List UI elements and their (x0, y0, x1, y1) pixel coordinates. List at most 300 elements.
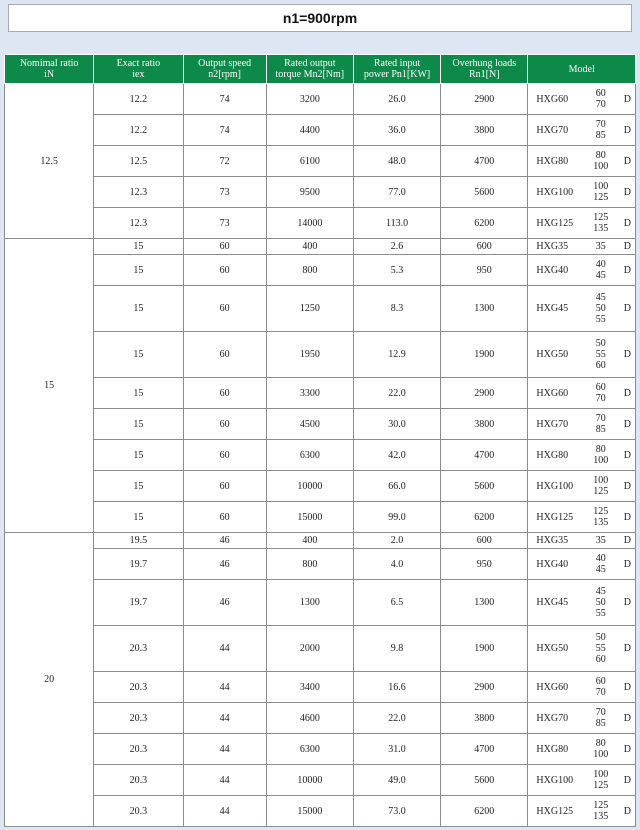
table-row (5, 255, 636, 286)
model-cell (528, 734, 636, 765)
model-size: 135 (593, 811, 609, 822)
model-size: 100 (593, 769, 609, 780)
model-name: HXG35 (536, 241, 569, 252)
model-layout (528, 444, 635, 466)
overhung-load-cell: 2900 (441, 84, 528, 115)
model-cell (528, 626, 636, 672)
overhung-load-cell: 3800 (441, 115, 528, 146)
model-size: 40 (595, 259, 606, 270)
exact-ratio-cell: 19.7 (94, 549, 183, 580)
header-output-speed (183, 55, 266, 84)
exact-ratio-cell: 15 (94, 255, 183, 286)
model-size: 80 (595, 150, 606, 161)
model-cell (528, 286, 636, 332)
rated-torque-cell: 1300 (266, 580, 353, 626)
output-speed-cell: 60 (183, 409, 266, 440)
header-rated-torque (266, 55, 353, 84)
model-size: 85 (595, 424, 606, 435)
model-size: 50 (595, 338, 606, 349)
nominal-ratio-cell: 12.5 (5, 84, 94, 239)
model-layout (528, 292, 635, 325)
rated-torque-cell: 800 (266, 255, 353, 286)
output-speed-cell: 44 (183, 703, 266, 734)
model-suffix: D (623, 264, 631, 276)
model-cell (528, 471, 636, 502)
model-suffix: D (623, 511, 631, 523)
rated-power-cell: 77.0 (353, 177, 440, 208)
exact-ratio-cell: 20.3 (94, 703, 183, 734)
rated-torque-cell: 6300 (266, 440, 353, 471)
exact-ratio-cell: 12.2 (94, 84, 183, 115)
model-name: HXG70 (536, 712, 569, 724)
output-speed-cell: 60 (183, 332, 266, 378)
exact-ratio-cell: 20.3 (94, 796, 183, 827)
model-suffix: D (623, 241, 631, 252)
table-row (5, 146, 636, 177)
model-size: 35 (595, 535, 606, 546)
overhung-load-cell: 5600 (441, 471, 528, 502)
model-size: 50 (595, 303, 606, 314)
model-layout (528, 382, 635, 404)
table-row (5, 672, 636, 703)
rated-power-cell: 66.0 (353, 471, 440, 502)
model-name: HXG100 (536, 480, 574, 492)
model-name: HXG125 (536, 217, 574, 229)
model-layout (528, 413, 635, 435)
overhung-load-cell: 3800 (441, 703, 528, 734)
model-name: HXG100 (536, 774, 574, 786)
model-layout (528, 475, 635, 497)
table-row (5, 332, 636, 378)
rated-power-cell: 16.6 (353, 672, 440, 703)
model-cell (528, 580, 636, 626)
model-name: HXG60 (536, 387, 569, 399)
model-size: 45 (595, 292, 606, 303)
model-layout (528, 119, 635, 141)
exact-ratio-cell: 20.3 (94, 734, 183, 765)
model-sizes (580, 382, 621, 404)
rated-torque-cell: 400 (266, 239, 353, 255)
model-layout (528, 769, 635, 791)
header-text: Model (568, 63, 595, 75)
header-text: Rated input power Pn1[KW] (363, 58, 431, 80)
model-size: 125 (593, 780, 609, 791)
rated-power-cell: 2.0 (353, 533, 440, 549)
rated-power-cell: 9.8 (353, 626, 440, 672)
rated-power-cell: 30.0 (353, 409, 440, 440)
rated-power-cell: 42.0 (353, 440, 440, 471)
model-suffix: D (623, 418, 631, 430)
model-suffix: D (623, 124, 631, 136)
rated-torque-cell: 800 (266, 549, 353, 580)
table-row (5, 703, 636, 734)
model-layout (528, 259, 635, 281)
table-row (5, 626, 636, 672)
model-name: HXG125 (536, 511, 574, 523)
model-cell (528, 796, 636, 827)
table-row (5, 115, 636, 146)
table-row (5, 549, 636, 580)
model-name: HXG35 (536, 535, 569, 546)
model-sizes (580, 586, 621, 619)
model-size: 55 (595, 349, 606, 360)
exact-ratio-cell: 15 (94, 332, 183, 378)
model-suffix: D (623, 449, 631, 461)
model-size: 45 (595, 270, 606, 281)
model-layout (528, 150, 635, 172)
exact-ratio-cell: 20.3 (94, 765, 183, 796)
model-sizes (580, 738, 621, 760)
rated-torque-cell: 2000 (266, 626, 353, 672)
header-text: Output speed n2[rpm] (198, 58, 252, 80)
output-speed-cell: 74 (183, 115, 266, 146)
rated-power-cell: 22.0 (353, 378, 440, 409)
model-suffix: D (623, 535, 631, 546)
model-layout (528, 676, 635, 698)
model-sizes (580, 632, 621, 665)
header-text: Overhung loads Rn1[N] (452, 58, 517, 80)
model-size: 125 (593, 212, 609, 223)
model-cell (528, 208, 636, 239)
rated-torque-cell: 3200 (266, 84, 353, 115)
model-cell (528, 672, 636, 703)
model-name: HXG70 (536, 124, 569, 136)
model-name: HXG70 (536, 418, 569, 430)
exact-ratio-cell: 15 (94, 239, 183, 255)
output-speed-cell: 73 (183, 208, 266, 239)
model-sizes (580, 444, 621, 466)
model-cell (528, 115, 636, 146)
table-row (5, 440, 636, 471)
model-size: 40 (595, 553, 606, 564)
table-row (5, 177, 636, 208)
table-row (5, 580, 636, 626)
model-layout (528, 632, 635, 665)
exact-ratio-cell: 20.3 (94, 672, 183, 703)
model-layout (528, 800, 635, 822)
overhung-load-cell: 1300 (441, 580, 528, 626)
model-suffix: D (623, 681, 631, 693)
model-size: 125 (593, 486, 609, 497)
model-suffix: D (623, 186, 631, 198)
model-size: 55 (595, 643, 606, 654)
model-sizes (580, 259, 621, 281)
model-suffix: D (623, 597, 631, 608)
table-row (5, 286, 636, 332)
model-size: 60 (595, 88, 606, 99)
output-speed-cell: 72 (183, 146, 266, 177)
model-name: HXG40 (536, 558, 569, 570)
output-speed-cell: 44 (183, 796, 266, 827)
model-size: 80 (595, 444, 606, 455)
model-sizes (580, 292, 621, 325)
overhung-load-cell: 5600 (441, 177, 528, 208)
model-suffix: D (623, 774, 631, 786)
model-cell (528, 533, 636, 549)
table-body (5, 84, 636, 827)
output-speed-cell: 60 (183, 378, 266, 409)
model-suffix: D (623, 217, 631, 229)
model-suffix: D (623, 349, 631, 360)
rated-torque-cell: 4600 (266, 703, 353, 734)
model-suffix: D (623, 303, 631, 314)
model-layout (528, 181, 635, 203)
rated-torque-cell: 1950 (266, 332, 353, 378)
model-size: 70 (595, 413, 606, 424)
model-layout (528, 535, 635, 546)
table-header-row (5, 55, 636, 84)
model-sizes (580, 212, 621, 234)
rated-power-cell: 5.3 (353, 255, 440, 286)
model-suffix: D (623, 643, 631, 654)
nominal-ratio-cell: 15 (5, 239, 94, 533)
rated-torque-cell: 10000 (266, 471, 353, 502)
output-speed-cell: 46 (183, 580, 266, 626)
model-layout (528, 88, 635, 110)
exact-ratio-cell: 12.5 (94, 146, 183, 177)
model-cell (528, 378, 636, 409)
model-name: HXG125 (536, 805, 574, 817)
output-speed-cell: 46 (183, 549, 266, 580)
model-size: 80 (595, 738, 606, 749)
overhung-load-cell: 1900 (441, 332, 528, 378)
rated-torque-cell: 400 (266, 533, 353, 549)
model-size: 45 (595, 564, 606, 575)
rated-torque-cell: 10000 (266, 765, 353, 796)
model-sizes (580, 475, 621, 497)
model-suffix: D (623, 743, 631, 755)
rated-torque-cell: 15000 (266, 796, 353, 827)
model-size: 70 (595, 119, 606, 130)
model-cell (528, 177, 636, 208)
model-suffix: D (623, 387, 631, 399)
model-cell (528, 549, 636, 580)
model-sizes (580, 553, 621, 575)
model-size: 100 (593, 475, 609, 486)
output-speed-cell: 74 (183, 84, 266, 115)
output-speed-cell: 60 (183, 286, 266, 332)
model-cell (528, 146, 636, 177)
model-size: 45 (595, 586, 606, 597)
model-sizes (580, 150, 621, 172)
output-speed-cell: 60 (183, 502, 266, 533)
rated-torque-cell: 15000 (266, 502, 353, 533)
model-size: 60 (595, 654, 606, 665)
model-cell (528, 765, 636, 796)
header-text: Rated output torque Mn2[Nm] (275, 58, 345, 80)
rated-power-cell: 2.6 (353, 239, 440, 255)
table-row (5, 239, 636, 255)
table-row (5, 84, 636, 115)
table-row (5, 409, 636, 440)
model-cell (528, 502, 636, 533)
rated-power-cell: 113.0 (353, 208, 440, 239)
model-size: 100 (593, 749, 609, 760)
rated-torque-cell: 3300 (266, 378, 353, 409)
exact-ratio-cell: 15 (94, 502, 183, 533)
rated-power-cell: 73.0 (353, 796, 440, 827)
rated-power-cell: 49.0 (353, 765, 440, 796)
model-layout (528, 707, 635, 729)
table-row (5, 533, 636, 549)
overhung-load-cell: 3800 (441, 409, 528, 440)
model-cell (528, 255, 636, 286)
table-row (5, 208, 636, 239)
rated-torque-cell: 3400 (266, 672, 353, 703)
model-size: 125 (593, 506, 609, 517)
table-row (5, 502, 636, 533)
rated-power-cell: 22.0 (353, 703, 440, 734)
model-sizes (580, 241, 621, 252)
output-speed-cell: 44 (183, 672, 266, 703)
model-size: 135 (593, 517, 609, 528)
model-layout (528, 212, 635, 234)
model-sizes (580, 119, 621, 141)
model-cell (528, 332, 636, 378)
rated-power-cell: 48.0 (353, 146, 440, 177)
exact-ratio-cell: 19.5 (94, 533, 183, 549)
model-layout (528, 586, 635, 619)
model-name: HXG60 (536, 681, 569, 693)
exact-ratio-cell: 20.3 (94, 626, 183, 672)
overhung-load-cell: 1900 (441, 626, 528, 672)
model-size: 85 (595, 130, 606, 141)
model-size: 50 (595, 632, 606, 643)
model-name: HXG45 (536, 597, 569, 608)
model-layout (528, 241, 635, 252)
model-name: HXG100 (536, 186, 574, 198)
exact-ratio-cell: 15 (94, 471, 183, 502)
model-name: HXG45 (536, 303, 569, 314)
model-cell (528, 84, 636, 115)
model-name: HXG50 (536, 349, 569, 360)
model-sizes (580, 181, 621, 203)
header-overhung-loads (441, 55, 528, 84)
model-name: HXG40 (536, 264, 569, 276)
model-sizes (580, 88, 621, 110)
model-suffix: D (623, 155, 631, 167)
model-size: 70 (595, 393, 606, 404)
model-size: 60 (595, 382, 606, 393)
model-name: HXG80 (536, 743, 569, 755)
exact-ratio-cell: 12.2 (94, 115, 183, 146)
model-suffix: D (623, 93, 631, 105)
overhung-load-cell: 6200 (441, 208, 528, 239)
model-sizes (580, 676, 621, 698)
exact-ratio-cell: 12.3 (94, 208, 183, 239)
rated-power-cell: 31.0 (353, 734, 440, 765)
model-size: 70 (595, 99, 606, 110)
rated-power-cell: 6.5 (353, 580, 440, 626)
overhung-load-cell: 950 (441, 549, 528, 580)
header-exact-ratio (94, 55, 183, 84)
table-row (5, 765, 636, 796)
output-speed-cell: 44 (183, 765, 266, 796)
rated-power-cell: 26.0 (353, 84, 440, 115)
overhung-load-cell: 600 (441, 533, 528, 549)
exact-ratio-cell: 15 (94, 378, 183, 409)
model-name: HXG80 (536, 155, 569, 167)
output-speed-cell: 60 (183, 471, 266, 502)
model-size: 100 (593, 181, 609, 192)
overhung-load-cell: 950 (441, 255, 528, 286)
model-size: 85 (595, 718, 606, 729)
model-layout (528, 738, 635, 760)
rated-torque-cell: 4400 (266, 115, 353, 146)
output-speed-cell: 44 (183, 626, 266, 672)
rated-torque-cell: 1250 (266, 286, 353, 332)
model-sizes (580, 338, 621, 371)
model-size: 125 (593, 800, 609, 811)
overhung-load-cell: 6200 (441, 796, 528, 827)
model-layout (528, 338, 635, 371)
table-row (5, 471, 636, 502)
rated-power-cell: 12.9 (353, 332, 440, 378)
exact-ratio-cell: 15 (94, 440, 183, 471)
table-row (5, 378, 636, 409)
model-cell (528, 239, 636, 255)
rated-torque-cell: 14000 (266, 208, 353, 239)
exact-ratio-cell: 15 (94, 409, 183, 440)
rated-power-cell: 8.3 (353, 286, 440, 332)
overhung-load-cell: 5600 (441, 765, 528, 796)
model-suffix: D (623, 558, 631, 570)
rated-torque-cell: 9500 (266, 177, 353, 208)
model-size: 70 (595, 687, 606, 698)
header-text: Nomimal ratio iN (19, 58, 79, 80)
model-sizes (580, 800, 621, 822)
exact-ratio-cell: 12.3 (94, 177, 183, 208)
model-size: 100 (593, 161, 609, 172)
model-layout (528, 553, 635, 575)
model-name: HXG50 (536, 643, 569, 654)
model-size: 70 (595, 707, 606, 718)
output-speed-cell: 60 (183, 255, 266, 286)
output-speed-cell: 73 (183, 177, 266, 208)
model-size: 135 (593, 223, 609, 234)
rated-power-cell: 4.0 (353, 549, 440, 580)
header-rated-power (353, 55, 440, 84)
model-size: 60 (595, 360, 606, 371)
overhung-load-cell: 2900 (441, 378, 528, 409)
exact-ratio-cell: 19.7 (94, 580, 183, 626)
speed-title: n1=900rpm (8, 4, 632, 32)
rated-torque-cell: 4500 (266, 409, 353, 440)
model-suffix: D (623, 805, 631, 817)
model-size: 60 (595, 676, 606, 687)
model-sizes (580, 506, 621, 528)
model-size: 35 (595, 241, 606, 252)
model-sizes (580, 535, 621, 546)
rated-power-cell: 99.0 (353, 502, 440, 533)
model-sizes (580, 707, 621, 729)
rated-torque-cell: 6300 (266, 734, 353, 765)
model-sizes (580, 769, 621, 791)
model-cell (528, 409, 636, 440)
rated-torque-cell: 6100 (266, 146, 353, 177)
model-layout (528, 506, 635, 528)
model-suffix: D (623, 480, 631, 492)
table-row (5, 796, 636, 827)
overhung-load-cell: 2900 (441, 672, 528, 703)
exact-ratio-cell: 15 (94, 286, 183, 332)
model-cell (528, 703, 636, 734)
output-speed-cell: 60 (183, 239, 266, 255)
model-name: HXG60 (536, 93, 569, 105)
overhung-load-cell: 4700 (441, 734, 528, 765)
gearbox-spec-table (4, 54, 636, 827)
header-text: Exact ratio iex (116, 58, 161, 80)
